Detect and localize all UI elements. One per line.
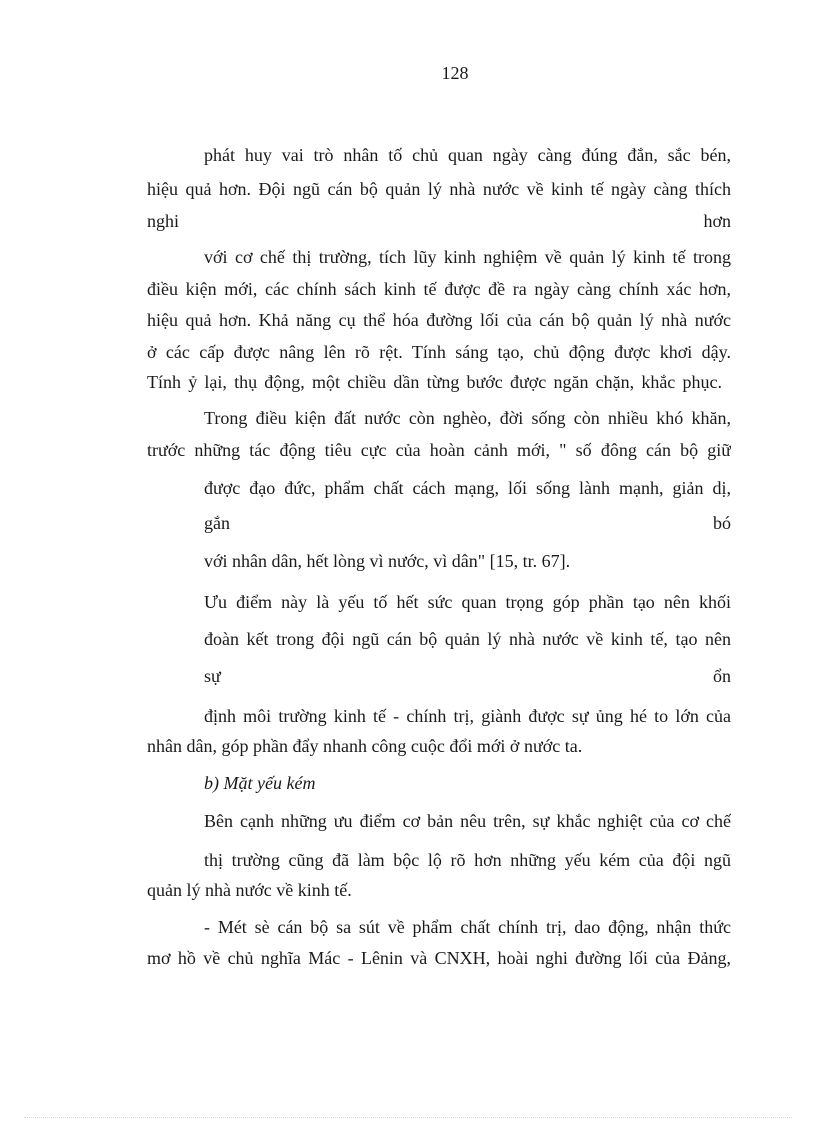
text-line: thị trường cũng đã làm bộc lộ rõ hơn những yếu kém của đội ngũ (204, 850, 731, 870)
text-line: - Mét sè cán bộ sa sút về phẩm chất chính trị, dao động, nhận thức (204, 917, 731, 937)
word: bó (713, 513, 731, 533)
word: hơn (703, 211, 731, 231)
text-line: Tính ỷ lại, thụ động, một chiều dần từng bước được ngăn chặn, khắc phục. (147, 372, 722, 392)
text-line: với nhân dân, hết lòng vì nước, vì dân" [15, tr. 67]. (204, 551, 571, 571)
text-line: Trong điều kiện đất nước còn nghèo, đời sống còn nhiều khó khăn, (204, 408, 731, 428)
word: gắn (204, 513, 230, 533)
text-line: hiệu quả hơn. Khả năng cụ thể hóa đường lối của cán bộ quản lý nhà nước (147, 310, 731, 330)
text-line: điều kiện mới, các chính sách kinh tế được đề ra ngày càng chính xác hơn, (147, 279, 731, 299)
text-line: hiệu quả hơn. Đội ngũ cán bộ quản lý nhà nước về kinh tế ngày càng thích (147, 179, 731, 199)
text-line: được đạo đức, phẩm chất cách mạng, lối sống lành mạnh, giản dị, (204, 478, 731, 498)
text-line: Bên cạnh những ưu điểm cơ bản nêu trên, sự khắc nghiệt của cơ chế (204, 811, 731, 831)
text-line: nhân dân, góp phần đẩy nhanh công cuộc đổi mới ở nước ta. (147, 736, 583, 756)
text-line: Ưu điểm này là yếu tố hết sức quan trọng góp phần tạo nên khối (204, 592, 731, 612)
text-line: phát huy vai trò nhân tố chủ quan ngày càng đúng đắn, sắc bén, (204, 145, 731, 165)
word: ổn (713, 666, 731, 686)
text-line-split (204, 511, 731, 535)
text-line: với cơ chế thị trường, tích lũy kinh nghiệm về quản lý kinh tế trong (204, 247, 731, 267)
word: nghi (147, 211, 180, 231)
text-line: ở các cấp được nâng lên rõ rệt. Tính sáng tạo, chủ động được khơi dậy. (147, 342, 731, 362)
page-number: 128 (441, 63, 469, 83)
text-line: định môi trường kinh tế - chính trị, giành được sự ủng hé to lớn của (204, 706, 731, 726)
text-line-split (147, 209, 731, 233)
text-line-split (204, 664, 731, 688)
text-line: mơ hồ về chủ nghĩa Mác - Lênin và CNXH, hoài nghi đường lối của Đảng, (147, 948, 731, 968)
text-line: quản lý nhà nước về kinh tế. (147, 880, 352, 900)
page-bottom-divider (24, 1117, 792, 1118)
text-line: đoàn kết trong đội ngũ cán bộ quản lý nhà nước về kinh tế, tạo nên (204, 629, 731, 649)
word: sự (204, 666, 221, 686)
section-heading: b) Mặt yếu kém (204, 773, 316, 793)
text-line: trước những tác động tiêu cực của hoàn cảnh mới, " số đông cán bộ giữ (147, 440, 731, 460)
